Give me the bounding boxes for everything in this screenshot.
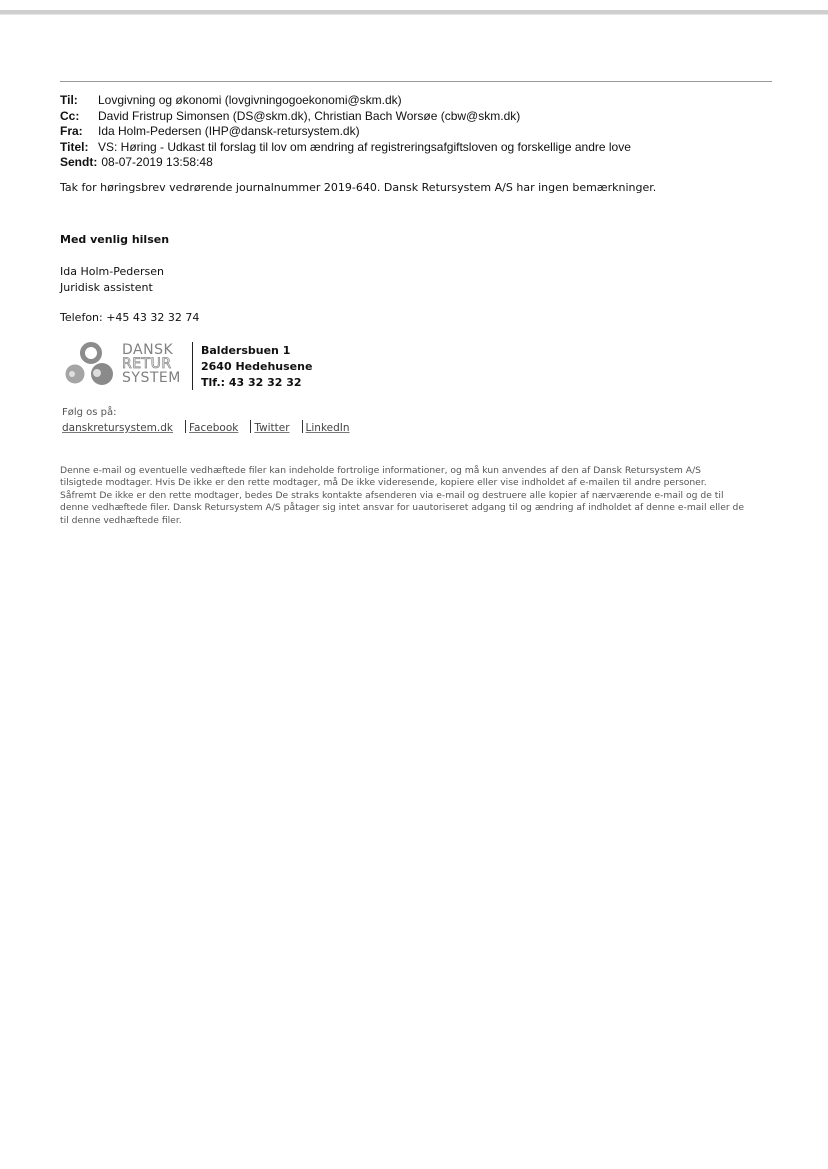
header-title — [60, 140, 631, 156]
disclaimer-line: tilsigtede modtager. Hvis De ikke er den rette modtager, må De ikke videresende, kopiere eller vise indholdet af e-mailen til andre personer. — [60, 477, 707, 489]
header-to — [60, 93, 631, 109]
to-label: Til: — [60, 93, 78, 107]
email-headers — [60, 93, 631, 171]
address-city: 2640 Hedehusene — [201, 360, 313, 373]
linkedin-link[interactable]: LinkedIn — [305, 422, 350, 434]
cc-label: Cc: — [60, 108, 80, 123]
to-value: Lovgivning og økonomi (lovgivningogoekonomi@skm.dk) — [98, 93, 402, 107]
signature-role: Juridisk assistent — [60, 281, 153, 294]
header-divider — [60, 81, 772, 82]
message-paragraph: Tak for høringsbrev vedrørende journalnummer 2019-640. Dansk Retursystem A/S har ingen bemærkninger. — [60, 181, 657, 194]
header-cc — [60, 109, 631, 125]
signature-name-block — [60, 264, 164, 296]
logo-wordmark — [122, 343, 181, 385]
twitter-link[interactable]: Twitter — [254, 422, 290, 434]
title-label: Titel: — [60, 139, 89, 154]
logo-line-1: DANSK — [122, 342, 174, 358]
disclaimer-line: til denne vedhæftede filer. — [60, 514, 182, 526]
social-separator — [185, 420, 186, 433]
cc-value: David Fristrup Simonsen (DS@skm.dk), Christian Bach Worsøe (cbw@skm.dk) — [98, 108, 521, 123]
website-link[interactable]: danskretursystem.dk — [62, 422, 173, 434]
logo-line-3: SYSTEM — [122, 370, 181, 386]
signature-phone: Telefon: +45 43 32 32 74 — [60, 311, 200, 324]
legal-disclaimer — [60, 465, 772, 527]
closing-greeting: Med venlig hilsen — [60, 233, 170, 246]
scan-edge-shadow — [0, 14, 828, 15]
address-phone: Tlf.: 43 32 32 32 — [201, 376, 302, 389]
facebook-link[interactable]: Facebook — [188, 422, 239, 434]
follow-label: Følg os på: — [62, 407, 117, 418]
title-value: VS: Høring - Udkast til forslag til lov om ændring af registreringsafgiftsloven og forskellige andre love — [98, 139, 631, 154]
signature-name: Ida Holm-Pedersen — [60, 265, 164, 278]
disclaimer-line: denne vedhæftede filer. Dansk Retursystem A/S påtager sig intet ansvar for uautoriseret adgang til og ændring af indholdet af denne e-mail eller de — [60, 502, 745, 514]
address-street: Baldersbuen 1 — [201, 344, 291, 357]
company-address — [201, 343, 312, 391]
company-logo — [64, 340, 194, 390]
sent-value: 08-07-2019 13:58:48 — [101, 155, 213, 169]
logo-circles-icon — [64, 340, 122, 390]
disclaimer-line: Denne e-mail og eventuelle vedhæftede filer kan indeholde fortrolige informationer, og må kun anvendes af den af Dansk Retursystem A/S — [60, 465, 701, 476]
sent-label: Sendt: — [60, 155, 98, 169]
header-sent — [60, 155, 631, 171]
social-separator — [250, 420, 251, 433]
logo-line-2: RETUR — [122, 356, 172, 372]
social-separator — [302, 420, 303, 433]
social-links — [62, 420, 350, 434]
header-from — [60, 124, 631, 140]
disclaimer-line: Såfremt De ikke er den rette modtager, bedes De straks kontakte afsenderen via e-mail og destruere alle kopier af nærværende e-mail og de til — [60, 489, 724, 501]
address-divider — [192, 342, 193, 390]
from-value: Ida Holm-Pedersen (IHP@dansk-retursystem.dk) — [98, 124, 360, 138]
from-label: Fra: — [60, 124, 83, 138]
